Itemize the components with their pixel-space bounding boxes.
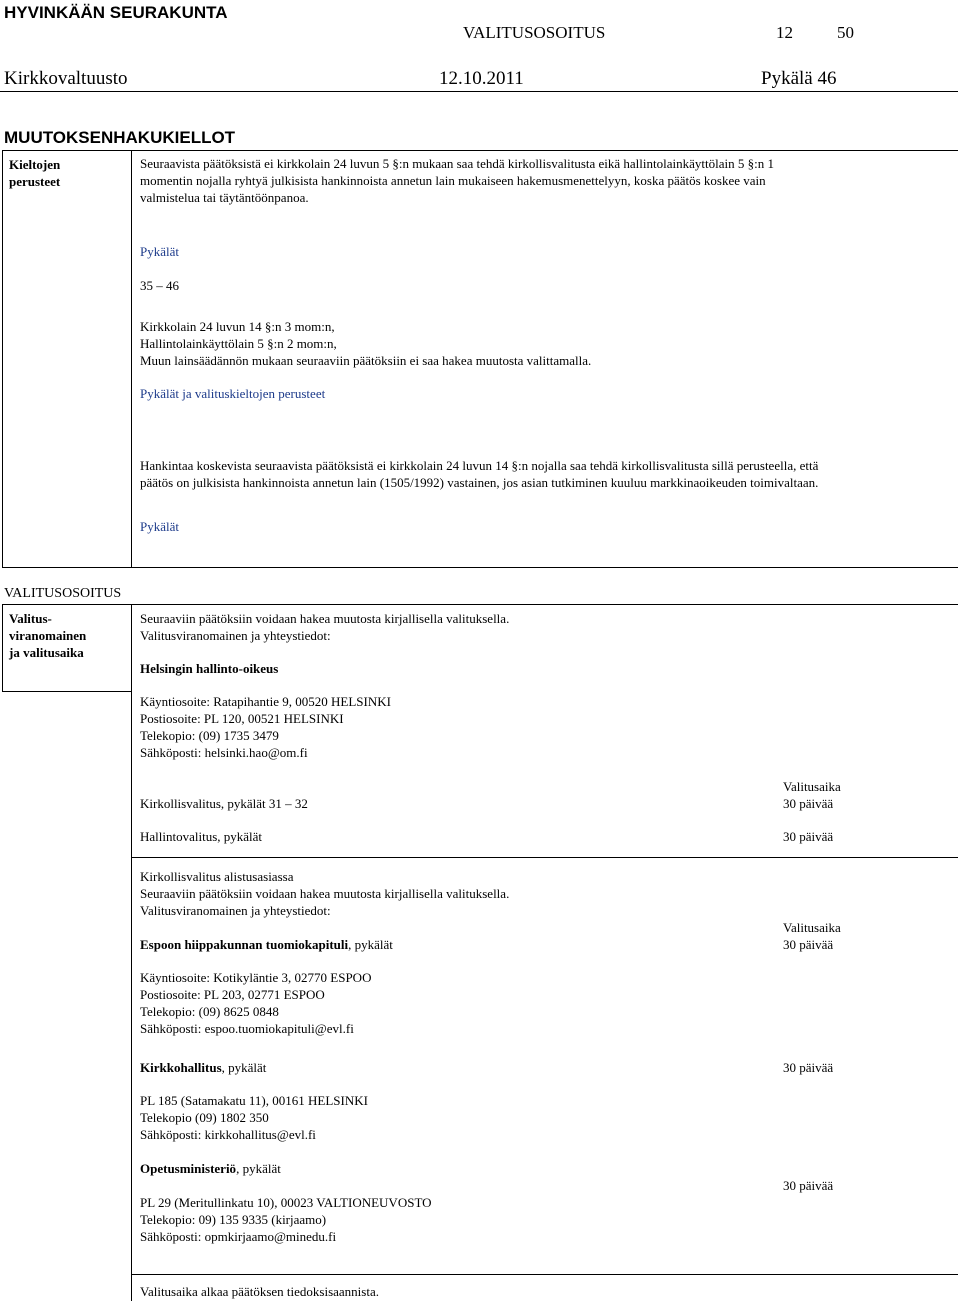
church-appeal-label: Kirkollisvalitus, pykälät 31 – 32 <box>140 796 308 811</box>
intro-line: valmistelua tai täytäntöönpanoa. <box>140 190 309 205</box>
appeal-intro-line: Valitusviranomainen ja yhteystiedot: <box>140 628 331 643</box>
box-left-border <box>2 150 3 568</box>
chapter-address-line: Telekopio: (09) 8625 0848 <box>140 1004 279 1019</box>
header-rule <box>0 91 958 92</box>
subordinate-period-header: Valitusaika <box>783 920 841 935</box>
chapter-address-line: Postiosoite: PL 203, 02771 ESPOO <box>140 987 325 1002</box>
church-board-period: 30 päivää <box>783 1060 834 1075</box>
admin-appeal-period: 30 päivää <box>783 829 834 844</box>
intro-line: momentin nojalla ryhtyä julkisista hankinnoista annetun lain mukaiseen hakemusmenettelyyn, koska päätös koskee vain <box>140 173 766 188</box>
chapter-address-line: Käyntiosoite: Kotikyläntie 3, 02770 ESPOO <box>140 970 372 985</box>
side-label-line: perusteet <box>9 174 61 189</box>
appeal-side-label-line: Valitus- <box>9 611 52 626</box>
footer-note: Valitusaika alkaa päätöksen tiedoksisaannista. <box>140 1284 379 1299</box>
appeal-intro-line: Seuraaviin päätöksiin voidaan hakea muutosta kirjallisella valituksella. <box>140 611 510 626</box>
appeal-label-bottom-border <box>2 691 131 692</box>
page-total: 50 <box>837 23 854 42</box>
procurement-line: Hankintaa koskevista seuraavista päätöksistä ei kirkkolain 24 luvun 14 §:n nojalla saa tehdä kirkollisvalitusta sillä perusteella, että <box>140 458 819 473</box>
appeal-bans-heading: MUUTOKSENHAKUKIELLOT <box>4 128 236 147</box>
church-board-name: Kirkkohallitus <box>140 1060 222 1075</box>
section-number: Pykälä 46 <box>761 68 837 89</box>
page-number: 12 <box>776 23 793 42</box>
period-header: Valitusaika <box>783 779 841 794</box>
box-bottom-border <box>2 567 958 568</box>
chapter-address-line: Sähköposti: espoo.tuomiokapituli@evl.fi <box>140 1021 354 1036</box>
appeal-box-left-border <box>2 604 3 692</box>
ministry-address-line: PL 29 (Meritullinkatu 10), 00023 VALTIONEUVOSTO <box>140 1195 432 1210</box>
subordinate-intro-line: Seuraaviin päätöksiin voidaan hakea muutosta kirjallisella valituksella. <box>140 886 510 901</box>
appeal-footer-separator <box>131 1274 958 1275</box>
box-top-border <box>2 150 958 151</box>
appeal-side-label-line: ja valitusaika <box>9 645 84 660</box>
intro-line: Seuraavista päätöksistä ei kirkkolain 24 luvun 5 §:n mukaan saa tehdä kirkollisvalitusta eikä hallintolainkäyttölain 5 §:n 1 <box>140 156 774 171</box>
appeal-separator <box>131 857 958 858</box>
organization-name: HYVINKÄÄN SEURAKUNTA <box>4 3 228 22</box>
ministry-suffix: , pykälät <box>236 1161 281 1176</box>
court-name: Helsingin hallinto-oikeus <box>140 661 279 676</box>
church-board-address-line: PL 185 (Satamakatu 11), 00161 HELSINKI <box>140 1093 368 1108</box>
church-board-entry <box>140 1059 266 1076</box>
appeal-heading: VALITUSOSOITUS <box>4 586 122 601</box>
legal-basis-line: Kirkkolain 24 luvun 14 §:n 3 mom:n, <box>140 319 335 334</box>
document-type: VALITUSOSOITUS <box>463 23 606 42</box>
church-board-address-line: Sähköposti: kirkkohallitus@evl.fi <box>140 1127 316 1142</box>
church-board-address-line: Telekopio (09) 1802 350 <box>140 1110 269 1125</box>
admin-appeal-label: Hallintovalitus, pykälät <box>140 829 263 844</box>
ministry-address-line: Telekopio: 09) 135 9335 (kirjaamo) <box>140 1212 327 1227</box>
box-column-divider <box>131 150 132 568</box>
church-board-suffix: , pykälät <box>221 1060 267 1075</box>
ministry-name: Opetusministeriö <box>140 1161 237 1176</box>
appeal-box-top-border <box>2 604 958 605</box>
chapter-entry <box>140 936 393 953</box>
side-label-line: Kieltojen <box>9 157 61 172</box>
meeting-date: 12.10.2011 <box>439 68 524 89</box>
sections-label: Pykälät <box>140 244 179 259</box>
ministry-address-line: Sähköposti: opmkirjaamo@minedu.fi <box>140 1229 337 1244</box>
court-address-line: Telekopio: (09) 1735 3479 <box>140 728 279 743</box>
appeal-side-label-line: viranomainen <box>9 628 87 643</box>
procurement-line: päätös on julkisista hankinnoista annetun lain (1505/1992) vastainen, jos asian tutkiminen kuuluu markkinaoikeuden toimivaltaan. <box>140 475 819 490</box>
grounds-label: Pykälät ja valituskieltojen perusteet <box>140 386 326 401</box>
sections-label: Pykälät <box>140 519 179 534</box>
subordinate-title: Kirkollisvalitus alistusasiassa <box>140 869 294 884</box>
ministry-entry <box>140 1160 281 1177</box>
court-address-line: Sähköposti: helsinki.hao@om.fi <box>140 745 308 760</box>
legal-basis-line: Hallintolainkäyttölain 5 §:n 2 mom:n, <box>140 336 337 351</box>
church-appeal-period: 30 päivää <box>783 796 834 811</box>
subordinate-intro-line: Valitusviranomainen ja yhteystiedot: <box>140 903 331 918</box>
chapter-name: Espoon hiippakunnan tuomiokapituli <box>140 937 349 952</box>
appeal-column-divider <box>131 604 132 1301</box>
meeting-body: Kirkkovaltuusto <box>4 68 128 89</box>
ministry-period: 30 päivää <box>783 1178 834 1193</box>
chapter-suffix: , pykälät <box>348 937 393 952</box>
chapter-period: 30 päivää <box>783 937 834 952</box>
court-address-line: Käyntiosoite: Ratapihantie 9, 00520 HELSINKI <box>140 694 391 709</box>
legal-basis-line: Muun lainsäädännön mukaan seuraaviin päätöksiin ei saa hakea muutosta valittamalla. <box>140 353 592 368</box>
sections-value: 35 – 46 <box>140 278 179 293</box>
court-address-line: Postiosoite: PL 120, 00521 HELSINKI <box>140 711 344 726</box>
